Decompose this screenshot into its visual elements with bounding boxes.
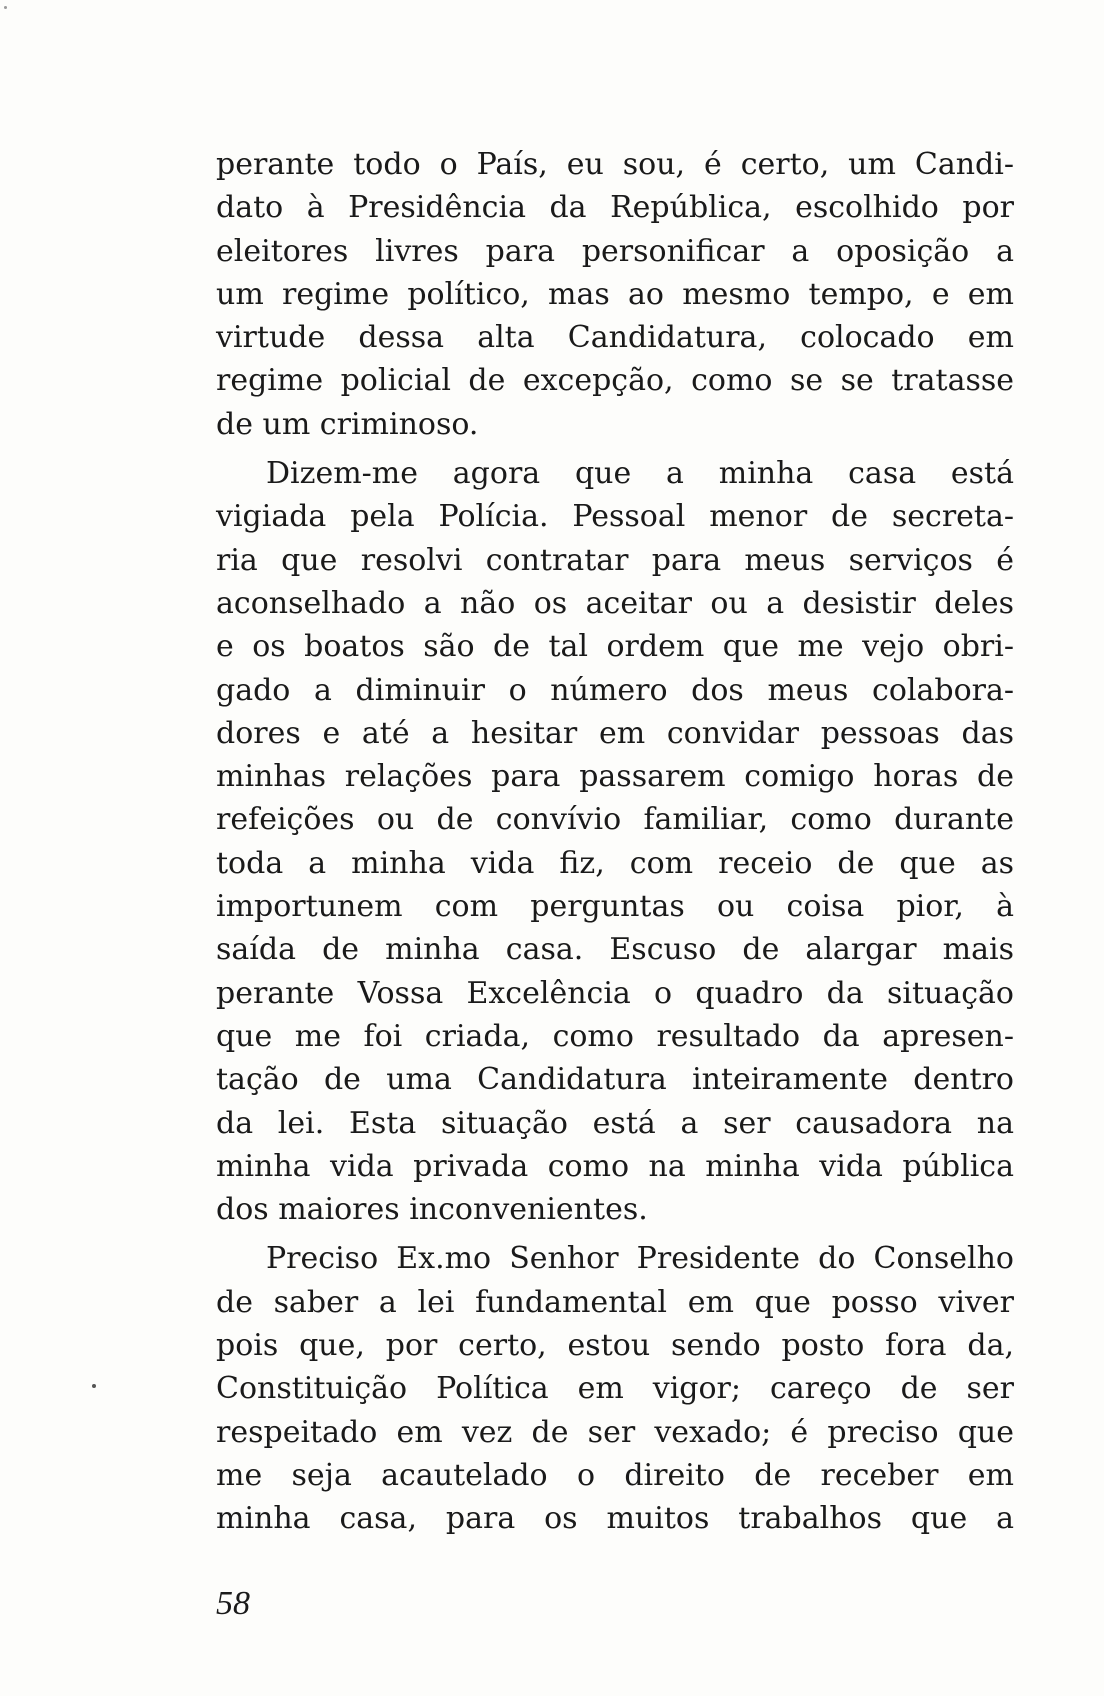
text-line: aconselhado a não os aceitar ou a desistir deles (216, 585, 1014, 621)
paragraph (216, 452, 1014, 1231)
paragraph (216, 1237, 1014, 1540)
text-line: dos maiores inconvenientes. (216, 1192, 648, 1228)
text-line: e os boatos são de tal ordem que me vejo obri- (216, 629, 1014, 665)
text-line: de um criminoso. (216, 406, 479, 442)
text-line: que me foi criada, como resultado da apresen- (216, 1018, 1014, 1054)
text-line: Preciso Ex.mo Senhor Presidente do Conselho (266, 1241, 1014, 1277)
text-line: dato à Presidência da República, escolhido por (216, 190, 1014, 226)
text-line: saída de minha casa. Escuso de alargar mais (216, 932, 1014, 968)
page-number: 58 (216, 1585, 250, 1622)
text-line: minhas relações para passarem comigo horas de (216, 759, 1014, 795)
text-line: refeições ou de convívio familiar, como durante (216, 802, 1014, 838)
text-line: importunem com perguntas ou coisa pior, à (216, 889, 1014, 925)
text-line: perante todo o País, eu sou, é certo, um Candi- (216, 147, 1014, 182)
text-line: vigiada pela Polícia. Pessoal menor de secreta- (216, 499, 1014, 535)
text-line: de saber a lei fundamental em que posso viver (216, 1284, 1014, 1320)
text-line: Constituição Política em vigor; careço de ser (216, 1371, 1014, 1407)
print-speck (4, 6, 7, 9)
text-line: pois que, por certo, estou sendo posto fora da, (216, 1328, 1014, 1364)
paragraph (216, 143, 1014, 446)
text-line: perante Vossa Excelência o quadro da situação (216, 975, 1014, 1011)
text-line: um regime político, mas ao mesmo tempo, e em (216, 276, 1014, 312)
text-line: Dizem-me agora que a minha casa está (266, 456, 1014, 492)
text-line: regime policial de excepção, como se se tratasse (216, 363, 1014, 399)
body-text (216, 143, 1014, 1541)
text-line: tação de uma Candidatura inteiramente dentro (216, 1062, 1014, 1098)
text-line: me seja acautelado o direito de receber em (216, 1457, 1014, 1493)
text-line: respeitado em vez de ser vexado; é preciso que (216, 1414, 1014, 1450)
text-line: virtude dessa alta Candidatura, colocado em (216, 320, 1014, 356)
text-line: dores e até a hesitar em convidar pessoas das (216, 715, 1014, 751)
text-line: da lei. Esta situação está a ser causadora na (216, 1105, 1014, 1141)
text-line: toda a minha vida fiz, com receio de que as (216, 845, 1014, 881)
print-speck (92, 1384, 96, 1388)
text-line: eleitores livres para personificar a oposição a (216, 233, 1014, 269)
text-line: minha vida privada como na minha vida pública (216, 1148, 1014, 1184)
text-line: gado a diminuir o número dos meus colabora- (216, 672, 1014, 708)
text-line: minha casa, para os muitos trabalhos que a (216, 1501, 1014, 1537)
text-line: ria que resolvi contratar para meus serviços é (216, 542, 1014, 578)
